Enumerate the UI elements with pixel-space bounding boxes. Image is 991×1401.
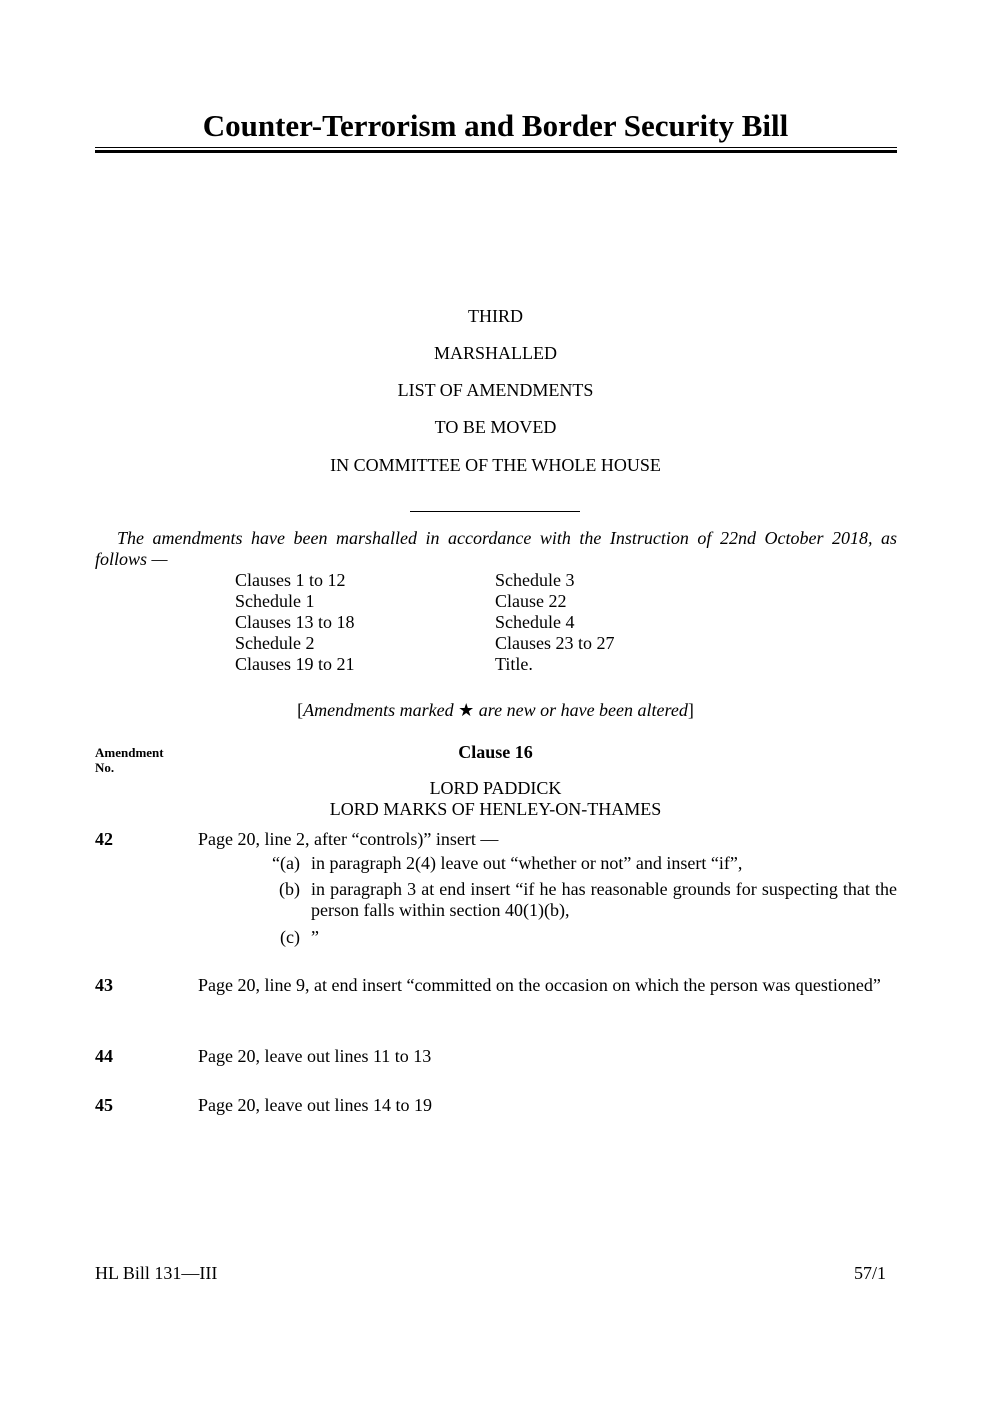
note-text: Amendments marked [303,700,459,720]
order-item: Schedule 2 [235,633,315,653]
label-line: Amendment [95,745,164,760]
bracket: [ [297,700,304,720]
heading-line: THIRD [468,306,523,326]
item-text: ” [311,927,319,947]
order-column-1 [235,570,355,675]
amendment-number: 42 [95,829,113,849]
order-item: Clause 22 [495,591,567,611]
intro-paragraph: The amendments have been marshalled in accordance with the Instruction of 22nd October 2018, as follows — [95,528,897,569]
note-text: are new or have been altered [474,700,688,720]
heading-line: IN COMMITTEE OF THE WHOLE HOUSE [330,455,661,475]
amendment-text: Page 20, leave out lines 14 to 19 [198,1095,432,1115]
item-marker: (c) [280,927,300,947]
order-column-2 [495,570,615,675]
amendment-text: Page 20, line 9, at end insert “committed on the occasion on which the person was questioned” [198,975,881,995]
clause-heading: Clause 16 [458,742,533,762]
heading-line: TO BE MOVED [434,417,557,437]
mover-name: LORD PADDICK [429,778,562,798]
amendment-text: Page 20, leave out lines 11 to 13 [198,1046,432,1066]
order-item: Schedule 4 [495,612,575,632]
item-text: in paragraph 3 at end insert “if he has reasonable grounds for suspecting that the person falls within section 40(1)(b), [311,879,897,920]
star-icon: ★ [458,700,475,720]
footer-bill-number: HL Bill 131—III [95,1263,218,1283]
separator-rule [410,511,580,512]
amendment-number: 43 [95,975,113,995]
amendment-note [0,700,991,721]
heading-line: MARSHALLED [433,343,557,363]
label-line: No. [95,760,115,775]
amendment-number: 45 [95,1095,113,1115]
amendment-number: 44 [95,1046,113,1066]
order-item: Schedule 1 [235,591,315,611]
heading-line: LIST OF AMENDMENTS [397,380,594,400]
item-marker: “(a) [272,853,300,873]
amendment-text: Page 20, line 2, after “controls)” insert — [198,829,499,849]
order-item: Schedule 3 [495,570,575,590]
order-item: Clauses 19 to 21 [235,654,355,674]
bill-title: Counter-Terrorism and Border Security Bill [202,108,789,143]
footer-page-ref: 57/1 [853,1263,886,1283]
item-text: in paragraph 2(4) leave out “whether or not” and insert “if”, [311,853,743,873]
item-marker: (b) [279,879,300,899]
title-rule-thick [95,150,897,153]
order-item: Clauses 13 to 18 [235,612,355,632]
mover-name: LORD MARKS OF HENLEY-ON-THAMES [329,799,662,819]
order-item: Clauses 1 to 12 [235,570,346,590]
title-rule-thin [95,147,897,148]
bracket: ] [687,700,694,720]
order-item: Title. [495,654,533,674]
order-item: Clauses 23 to 27 [495,633,615,653]
